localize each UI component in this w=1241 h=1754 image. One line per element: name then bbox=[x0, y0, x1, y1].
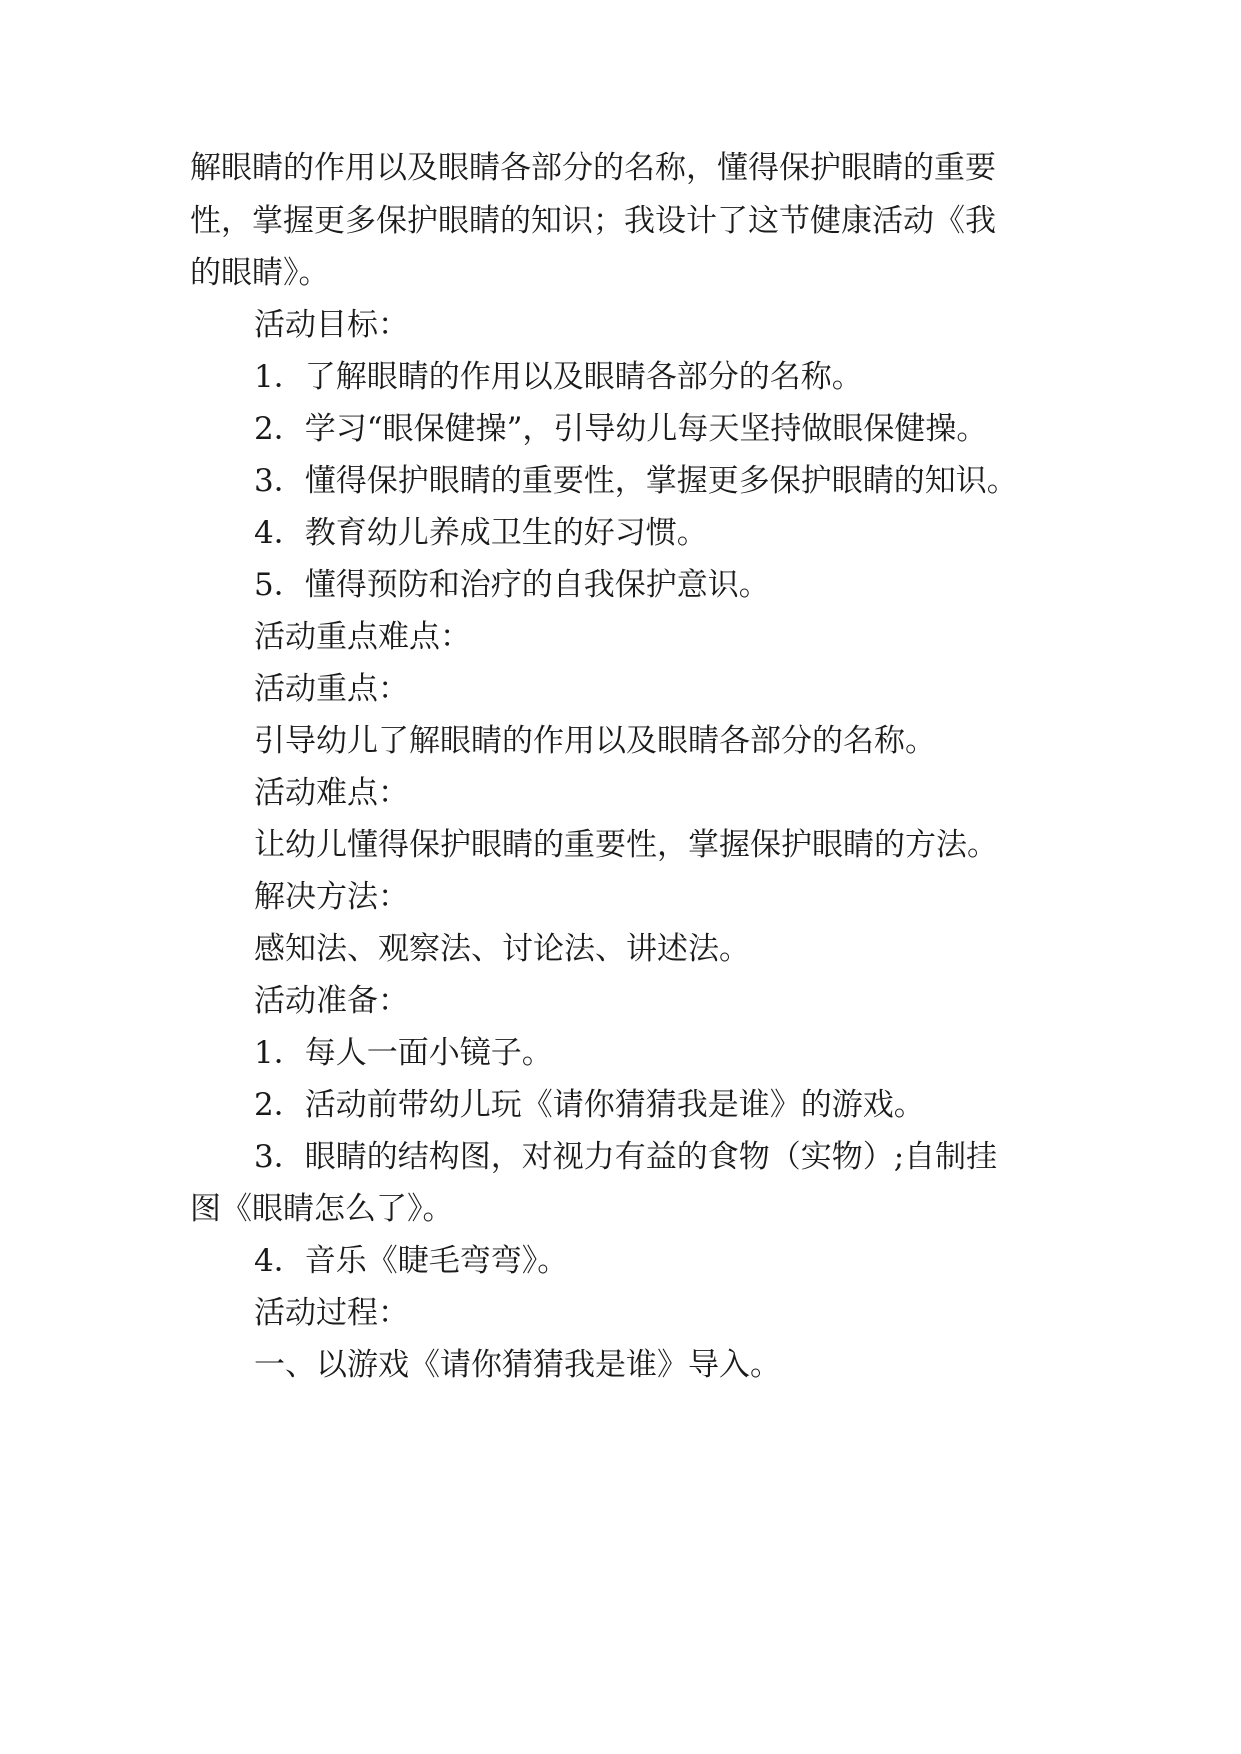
list-item: 3．眼睛的结构图，对视力有益的食物（实物）;自制挂 bbox=[254, 1139, 998, 1175]
paragraph-line: 引导幼儿了解眼睛的作用以及眼睛各部分的名称。 bbox=[254, 723, 936, 759]
list-item: 3．懂得保护眼睛的重要性，掌握更多保护眼睛的知识。 bbox=[254, 463, 1018, 499]
paragraph-line: 让幼儿懂得保护眼睛的重要性，掌握保护眼睛的方法。 bbox=[254, 827, 998, 863]
section-heading: 解决方法： bbox=[254, 879, 409, 915]
list-item: 1．每人一面小镜子。 bbox=[254, 1035, 553, 1071]
list-item: 4．教育幼儿养成卫生的好习惯。 bbox=[254, 515, 708, 551]
paragraph-line: 感知法、观察法、讨论法、讲述法。 bbox=[254, 931, 750, 967]
section-heading: 活动目标： bbox=[254, 307, 409, 343]
paragraph-line: 性，掌握更多保护眼睛的知识；我设计了这节健康活动《我 bbox=[190, 203, 996, 239]
section-heading: 活动重点难点： bbox=[254, 619, 471, 655]
list-item: 2．学习“眼保健操”，引导幼儿每天坚持做眼保健操。 bbox=[254, 411, 988, 447]
list-item: 5．懂得预防和治疗的自我保护意识。 bbox=[254, 567, 770, 603]
paragraph-line: 图《眼睛怎么了》。 bbox=[190, 1191, 454, 1227]
paragraph-line: 解眼睛的作用以及眼睛各部分的名称，懂得保护眼睛的重要 bbox=[190, 150, 996, 186]
list-item: 1．了解眼睛的作用以及眼睛各部分的名称。 bbox=[254, 359, 863, 395]
section-heading: 活动准备： bbox=[254, 983, 409, 1019]
list-item: 2．活动前带幼儿玩《请你猜猜我是谁》的游戏。 bbox=[254, 1087, 925, 1123]
sub-heading: 活动重点： bbox=[254, 671, 409, 707]
section-heading: 活动过程： bbox=[254, 1295, 409, 1331]
paragraph-line: 一、以游戏《请你猜猜我是谁》导入。 bbox=[254, 1347, 781, 1383]
list-item: 4．音乐《睫毛弯弯》。 bbox=[254, 1243, 569, 1279]
paragraph-line: 的眼睛》。 bbox=[190, 255, 330, 291]
sub-heading: 活动难点： bbox=[254, 775, 409, 811]
